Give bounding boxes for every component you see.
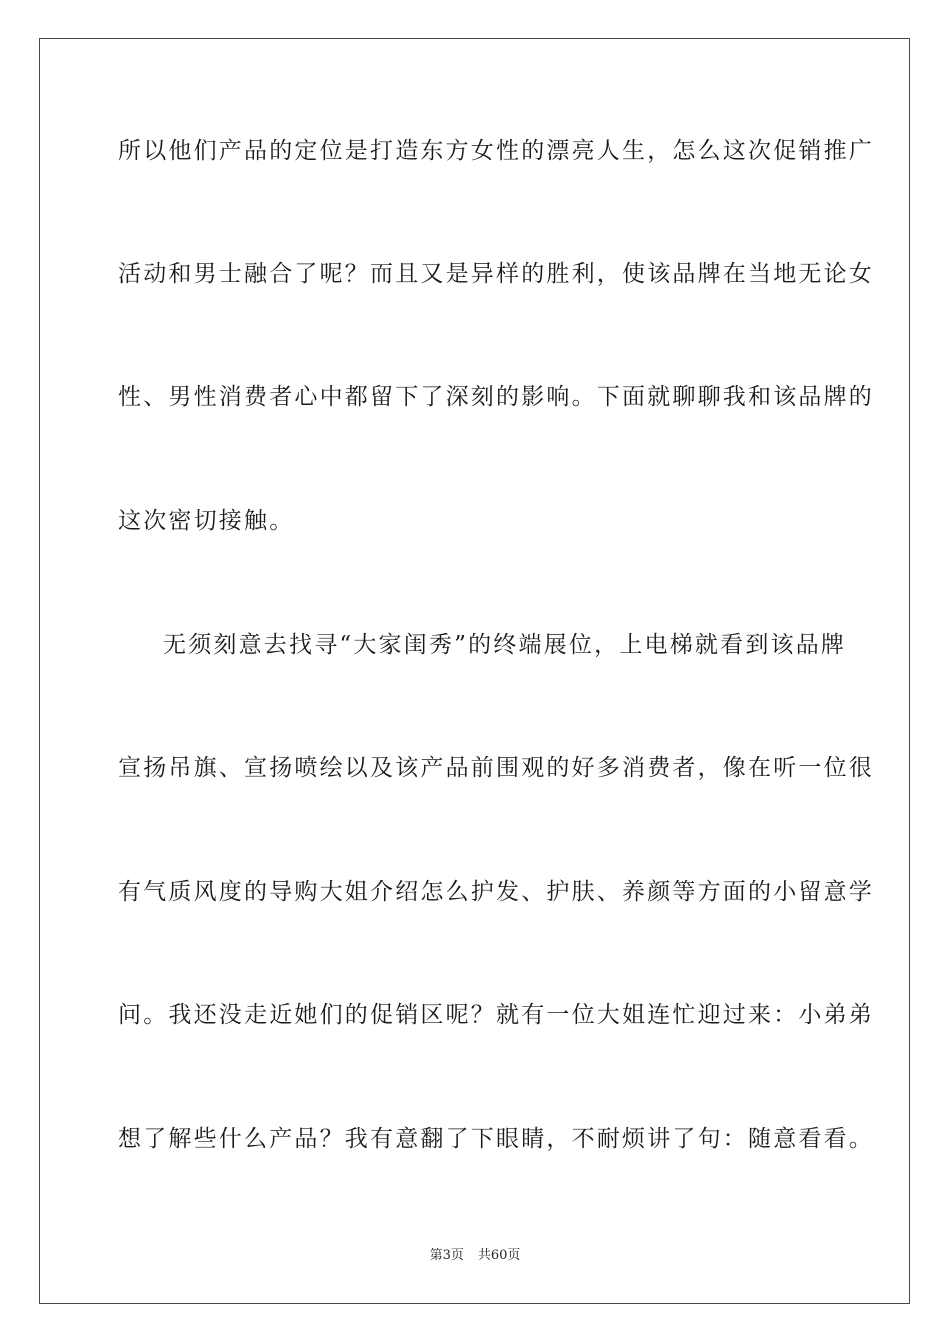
page-number: 第3页 [429, 1248, 464, 1263]
paragraph-line: 性、男性消费者心中都留下了深刻的影响。下面就聊聊我和该品牌的 [118, 384, 874, 410]
paragraph-line-indented: 无须刻意去找寻“大家闺秀”的终端展位，上电梯就看到该品牌 [163, 632, 847, 658]
paragraph-line: 问。我还没走近她们的促销区呢？就有一位大姐连忙迎过来：小弟弟 [118, 1002, 874, 1028]
page-footer [0, 1247, 950, 1265]
paragraph-line: 宣扬吊旗、宣扬喷绘以及该产品前围观的好多消费者，像在听一位很 [118, 755, 874, 781]
paragraph-line: 有气质风度的导购大姐介绍怎么护发、护肤、养颜等方面的小留意学 [118, 879, 874, 905]
paragraph-line: 想了解些什么产品？我有意翻了下眼睛，不耐烦讲了句：随意看看。 [118, 1126, 874, 1152]
paragraph-line: 活动和男士融合了呢？而且又是异样的胜利，使该品牌在当地无论女 [118, 261, 874, 287]
page-frame [39, 38, 910, 1304]
paragraph-line: 这次密切接触。 [118, 508, 295, 534]
page-total: 共60页 [477, 1248, 521, 1263]
paragraph-line: 所以他们产品的定位是打造东方女性的漂亮人生，怎么这次促销推广 [118, 138, 874, 164]
